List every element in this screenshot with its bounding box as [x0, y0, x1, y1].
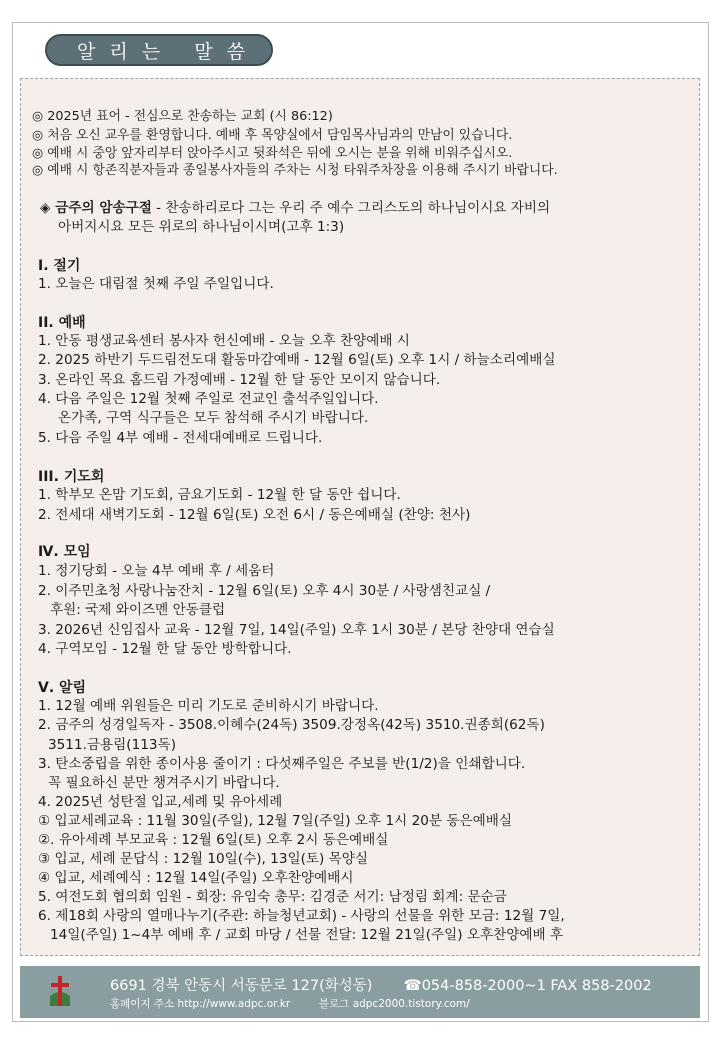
list-item: 5. 다음 주일 4부 예배 - 전세대예배로 드립니다. [38, 430, 323, 446]
section-heading: Ⅳ. 모임 [38, 544, 91, 560]
footer-bar [20, 966, 700, 1018]
list-item: 1. 정기당회 - 오늘 4부 예배 후 / 세움터 [38, 563, 275, 579]
section-heading: III. 기도회 [38, 469, 105, 485]
list-item: 1. 12월 예배 위원들은 미리 기도로 준비하시기 바랍니다. [38, 698, 379, 714]
list-item: 14일(주일) 1~4부 예배 후 / 교회 마당 / 선물 전달: 12월 21일(주일) 오후찬양예배 후 [50, 927, 564, 943]
list-item: 온가족, 구역 식구들은 모두 참석해 주시기 바랍니다. [58, 410, 369, 426]
list-item: 3. 온라인 목요 홈드림 가정예배 - 12월 한 달 동안 모이지 않습니다. [38, 372, 441, 388]
notice-line: ◎ 예배 시 항존직분자들과 종일봉사자들의 주차는 시청 타워주차장을 이용해 주시기 바랍니다. [32, 163, 558, 178]
list-item: ③ 입교, 세례 문답식 : 12월 10일(수), 13일(토) 목양실 [38, 851, 369, 867]
list-item: 1. 안동 평생교육센터 봉사자 헌신예배 - 오늘 오후 찬양예배 시 [38, 333, 410, 349]
notice-line: ◎ 예배 시 중앙 앞자리부터 앉아주시고 뒷좌석은 뒤에 오시는 분을 위해 비워주십시오. [32, 146, 513, 161]
section-heading: Ⅴ. 알림 [38, 680, 87, 696]
list-item: 4. 구역모임 - 12월 한 달 동안 방학합니다. [38, 641, 292, 657]
notice-line: ◎ 처음 오신 교우를 환영합니다. 예배 후 목양실에서 담임목사님과의 만남이 있습니다. [32, 128, 513, 143]
list-item: 4. 다음 주일은 12월 첫째 주일로 전교인 출석주일입니다. [38, 391, 379, 407]
list-item: ②. 유아세례 부모교육 : 12월 6일(토) 오후 2시 동은예배실 [38, 832, 389, 848]
section-heading: II. 예배 [38, 315, 86, 331]
list-item: 1. 학부모 온맘 기도회, 금요기도회 - 12월 한 달 동안 쉽니다. [38, 487, 401, 503]
list-item: 6. 제18회 사랑의 열매나누기(주관: 하늘청년교회) - 사랑의 선물을 위한 모금: 12월 7일, [38, 908, 565, 924]
memory-verse-text-cont: 아버지시요 모든 위로의 하나님이시며(고후 1:3) [58, 219, 345, 235]
footer-blog[interactable]: 블로그 adpc2000.tistory.com/ [318, 998, 470, 1010]
list-item: 3. 2026년 신임집사 교육 - 12월 7일, 14일(주일) 오후 1시 30분 / 본당 찬양대 연습실 [38, 622, 555, 638]
memory-verse-label: ◈ 금주의 암송구절 [40, 200, 152, 216]
list-item: 4. 2025년 성탄절 입교,세례 및 유아세례 [38, 794, 283, 810]
footer-address: 6691 경북 안동시 서동문로 127(화성동) [110, 978, 373, 994]
section-heading: I. 절기 [38, 258, 81, 274]
list-item: 3. 탄소중립을 위한 종이사용 줄이기 : 다섯째주일은 주보를 반(1/2)을 인쇄합니다. [38, 756, 526, 772]
list-item: 2. 금주의 성경일독자 - 3508.이혜수(24독) 3509.강정옥(42독) 3510.권종희(62독) [38, 717, 545, 733]
list-item: 2. 전세대 새벽기도회 - 12월 6일(토) 오전 6시 / 동은예배실 (찬양: 천사) [38, 507, 471, 523]
list-item: 5. 여전도회 협의회 임원 - 회장: 유임숙 총무: 김경준 서기: 남정림 회계: 문순금 [38, 889, 507, 905]
list-item: ④ 입교, 세례예식 : 12월 14일(주일) 오후찬양예배시 [38, 870, 354, 886]
list-item: 2. 2025 하반기 두드림전도대 활동마감예배 - 12월 6일(토) 오후 1시 / 하늘소리예배실 [38, 352, 556, 368]
notice-line: ◎ 2025년 표어 - 전심으로 찬송하는 교회 (시 86:12) [32, 109, 333, 124]
memory-verse-text: - 찬송하리로다 그는 우리 주 예수 그리스도의 하나님이시요 자비의 [151, 200, 551, 216]
church-logo-icon [48, 974, 72, 1008]
memory-verse [40, 199, 550, 218]
footer-phone: ☎054-858-2000~1 FAX 858-2002 [403, 978, 652, 994]
list-item: 꼭 필요하신 분만 챙겨주시기 바랍니다. [48, 775, 280, 791]
list-item: 후원: 국제 와이즈멘 안동클럽 [50, 602, 226, 618]
footer-web-line [110, 996, 470, 1011]
list-item: 2. 이주민초청 사랑나눔잔치 - 12월 6일(토) 오후 4시 30분 / 사랑샘친교실 / [38, 583, 491, 599]
list-item: 1. 오늘은 대림절 첫째 주일 주일입니다. [38, 276, 274, 292]
page-title-text: 알 리 는 말 씀 [77, 40, 250, 63]
list-item: ① 입교세례교육 : 11월 30일(주일), 12월 7일(주일) 오후 1시 20분 동은예배실 [38, 813, 513, 829]
list-item: 3511.금용림(113독) [48, 737, 176, 753]
footer-address-line [110, 974, 652, 995]
page-title [45, 34, 273, 66]
footer-homepage[interactable]: 홈페이지 주소 http://www.adpc.or.kr [110, 998, 291, 1010]
